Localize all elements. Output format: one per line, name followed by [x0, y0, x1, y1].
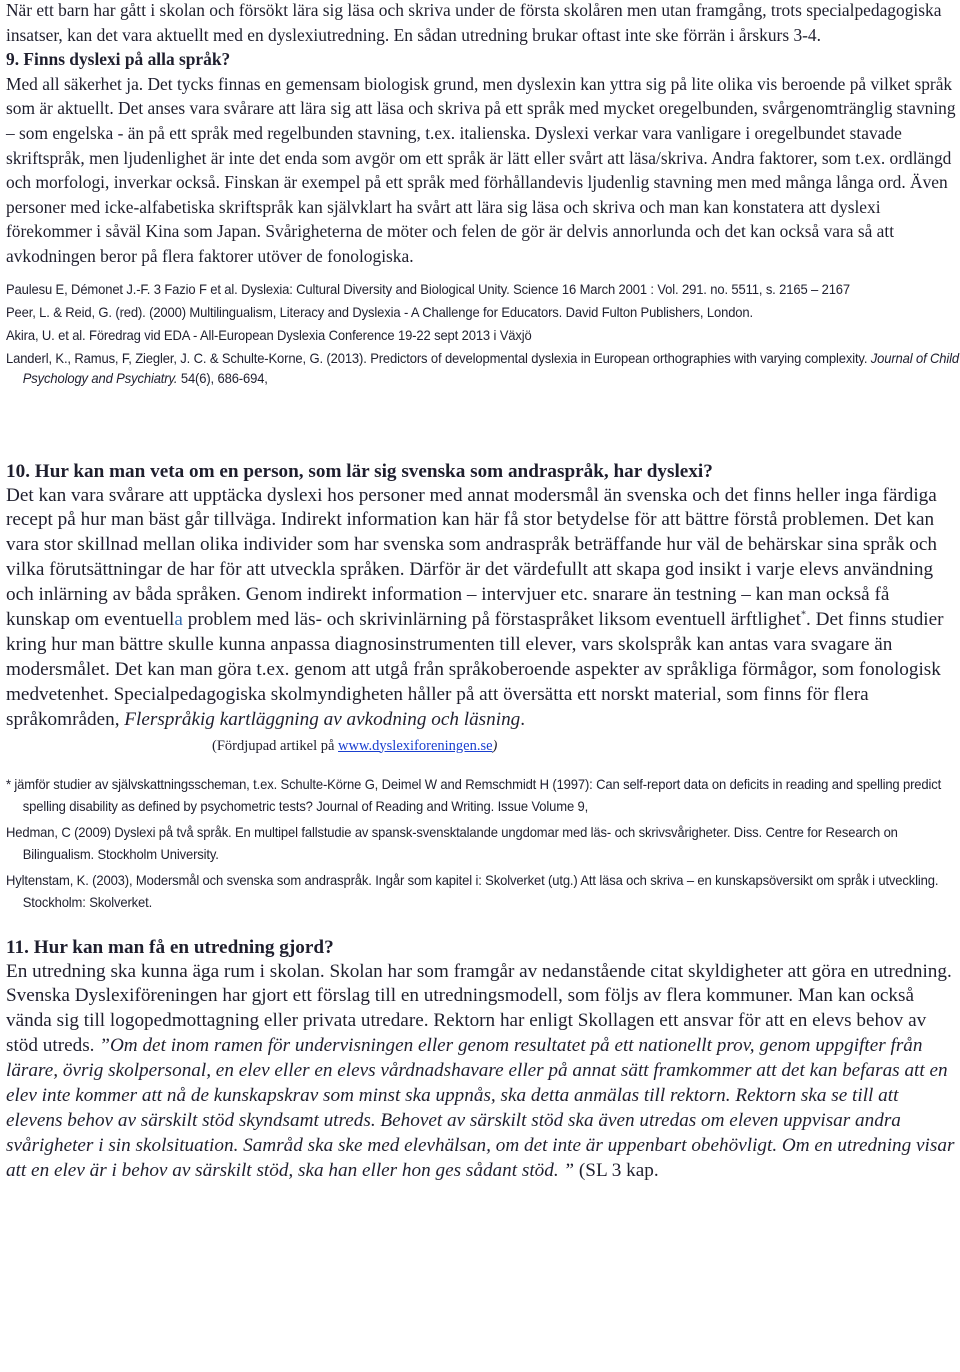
footnote-item: Hyltenstam, K. (2003), Modersmål och svenska som andraspråk. Ingår som kapitel i: Skolverket (utg.) Att läsa och skriva – en kunskapsöversikt om språk i utveckling. Stockholm: Skolverket. — [6, 871, 939, 910]
section-9-paragraph: Med all säkerhet ja. Det tycks finnas en gemensam biologisk grund, men dyslexin kan yttra sig på lite olika vis beroende på vilket språk som är aktuellt. Det anses vara svårare att lära sig att läsa och skriva på ett språk med mycket oregelbunden, svårgenomtränglig stavning – som engelska - än på ett språk med regelbunden stavning, t.ex. italienska. Dyslexi verkar vara vanligare i oregelbundet stavade skriftspråk, men ljudenlighet är inte det enda som avgör om ett språk är lätt eller svårt att läsa/skriva. Andra faktorer, som t.ex. ordlängd och morfologi, inverkar också. Finskan är exempel på ett språk med förhållandevis ljudenlig stavning men med många långa ord. Även personer med icke-alfabetiska skriftspråk kan självklart ha svårt att lära sig läsa och skriva och man kan konstatera att dyslexi förekommer i såväl Kina som Japan. Svårigheterna de möter och felen de gör är delvis annorlunda och det kan också vara så att avkodningen beror på flera faktorer utöver de fonologiska. — [6, 73, 956, 266]
section-11-paragraph — [6, 960, 956, 1184]
material-title: Flerspråkig kartläggning av avkodning och läsning — [124, 708, 521, 730]
footnote-item: * jämför studier av självskattningsscheman, t.ex. Schulte-Körne G, Deimel W and Remschmidt H (1997): Can self-report data on deficits in reading and spelling predict spelling disability as defined by psychometric tests? Journal of Reading and Writing. Issue Volume 9, — [6, 775, 942, 814]
reference-item: Peer, L. & Reid, G. (red). (2000) Multilingualism, Literacy and Dyslexia - A Challenge for Educators. David Fulton Publishers, London. — [6, 303, 753, 320]
section-10-heading: 10. Hur kan man veta om en person, som lär sig svenska som andraspråk, har dyslexi? — [6, 460, 713, 482]
reference-text: Landerl, K., Ramus, F, Ziegler, J. C. & Schulte-Korne, G. (2013). Predictors of developmental dyslexia in European orthographies with varying complexity. — [6, 349, 871, 366]
intro-paragraph: När ett barn har gått i skolan och försökt lära sig läsa och skriva under de första skolåren men utan framgång, trots specialpedagogiska insatser, kan det vara aktuellt med en dyslexiutredning. En sådan utredning brukar oftast inte ske förrän i årskurs 3-4. — [6, 0, 942, 45]
paragraph-text: . Det finns studier kring hur man bättre skulle kunna anpassa diagnosinstrumenten till elever, vars skolspråk kan antas vara svagare än modersmålet. Det kan man göra t.ex. genom att utgå från språkoberoende aspekter av språkliga förmågor, som fonologisk medvetenhet. Specialpedagogiska skolmyndigheten håller på att översätta ett norskt material, som finns för flera språkområden, — [6, 609, 944, 730]
article-note — [212, 734, 497, 759]
document-page — [6, 0, 960, 1184]
dyslexiforeningen-link[interactable]: www.dyslexiforeningen.se — [338, 737, 493, 754]
paragraph-text: problem med läs- och skrivinlärning på förstaspråket liksom eventuell ärftlighet — [182, 609, 802, 631]
quote-citation: (SL 3 kap. — [574, 1159, 659, 1181]
section-9-heading: 9. Finns dyslexi på alla språk? — [6, 49, 231, 70]
paragraph-text: a — [174, 609, 183, 631]
reference-text: 54(6), 686-694, — [177, 369, 268, 386]
article-note-text: (Fördjupad artikel på — [212, 737, 339, 754]
skollagen-quote: ”Om det inom ramen för undervisningen eller genom resultatet på ett nationellt prov, genom uppgifter från lärare, övrig skolpersonal, en elev eller en elevs vårdnadshavare eller på annat sätt framkommer att det kan befaras att en elev inte kommer att nå de kunskapskrav som minst ska uppnås, ska detta anmälas till rektorn. Rektorn ska se till att elevens behov av särskilt stöd skyndsamt utreds. Behovet av särskilt stöd ska även utredas om eleven uppvisar andra svårigheter i sin skolsituation. Samråd ska ske med elevhälsan, om det inte är uppenbart obehövligt. Om en utredning visar att en elev är i behov av särskilt stöd, ska han eller hon ges sådant stöd. ” — [6, 1035, 955, 1181]
section-10-footnotes — [6, 773, 956, 913]
paragraph-text: En utredning ska kunna äga rum i skolan. Skolan har som framgår av nedanstående citat skyldigheter att göra en utredning. Svenska Dyslexiföreningen har gjort ett förslag till en utredningsmodell, som följs av flera kommuner. Man kan också vända sig till logopedmottagning eller privata utredare. Rektorn har enligt Skollagen ett ansvar för att en elevs behov av stöd utreds. — [6, 960, 952, 1057]
footnote-item: Hedman, C (2009) Dyslexi på två språk. En multipel fallstudie av spansk-svensktalande ungdomar med läs- och skrivsvårigheter. Diss. Centre for Research on Bilingualism. Stockholm University. — [6, 823, 898, 862]
article-note-text: ) — [492, 737, 498, 754]
journal-title: Journal of Child Psychology and Psychiatry. — [22, 349, 960, 386]
paragraph-text: Det kan vara svårare att upptäcka dyslexi hos personer med annat modersmål än svenska och det finns heller inga färdiga recept på hur man bäst går tillväga. Indirekt information kan här få stor betydelse för att bättre förstå problemen. Det kan vara stor skillnad mellan olika individer som har svenska som andraspråk beträffande hur väl de behärskar sina språk och vilka förutsättningar de har för att utveckla språken. Därför är det värdefullt att skapa god insikt i varje elevs användning och inlärning av båda språken. Genom indirekt information – intervjuer etc. snarare än testning – kan man också få kunskap om eventuell — [6, 484, 938, 631]
section-10-paragraph — [6, 484, 956, 759]
section-9-references — [6, 279, 960, 441]
reference-item: Akira, U. et al. Föredrag vid EDA - All-European Dyslexia Conference 19-22 sept 2013 i Växjö — [6, 326, 532, 343]
paragraph-text: . — [520, 708, 526, 730]
footnote-marker: * — [801, 609, 807, 621]
reference-item: Paulesu E, Démonet J.-F. 3 Fazio F et al. Dyslexia: Cultural Diversity and Biological Unity. Science 16 March 2001 : Vol. 291. no. 5511, s. 2165 – 2167 — [6, 280, 851, 297]
reference-item — [6, 348, 960, 388]
section-11-heading: 11. Hur kan man få en utredning gjord? — [6, 936, 334, 958]
